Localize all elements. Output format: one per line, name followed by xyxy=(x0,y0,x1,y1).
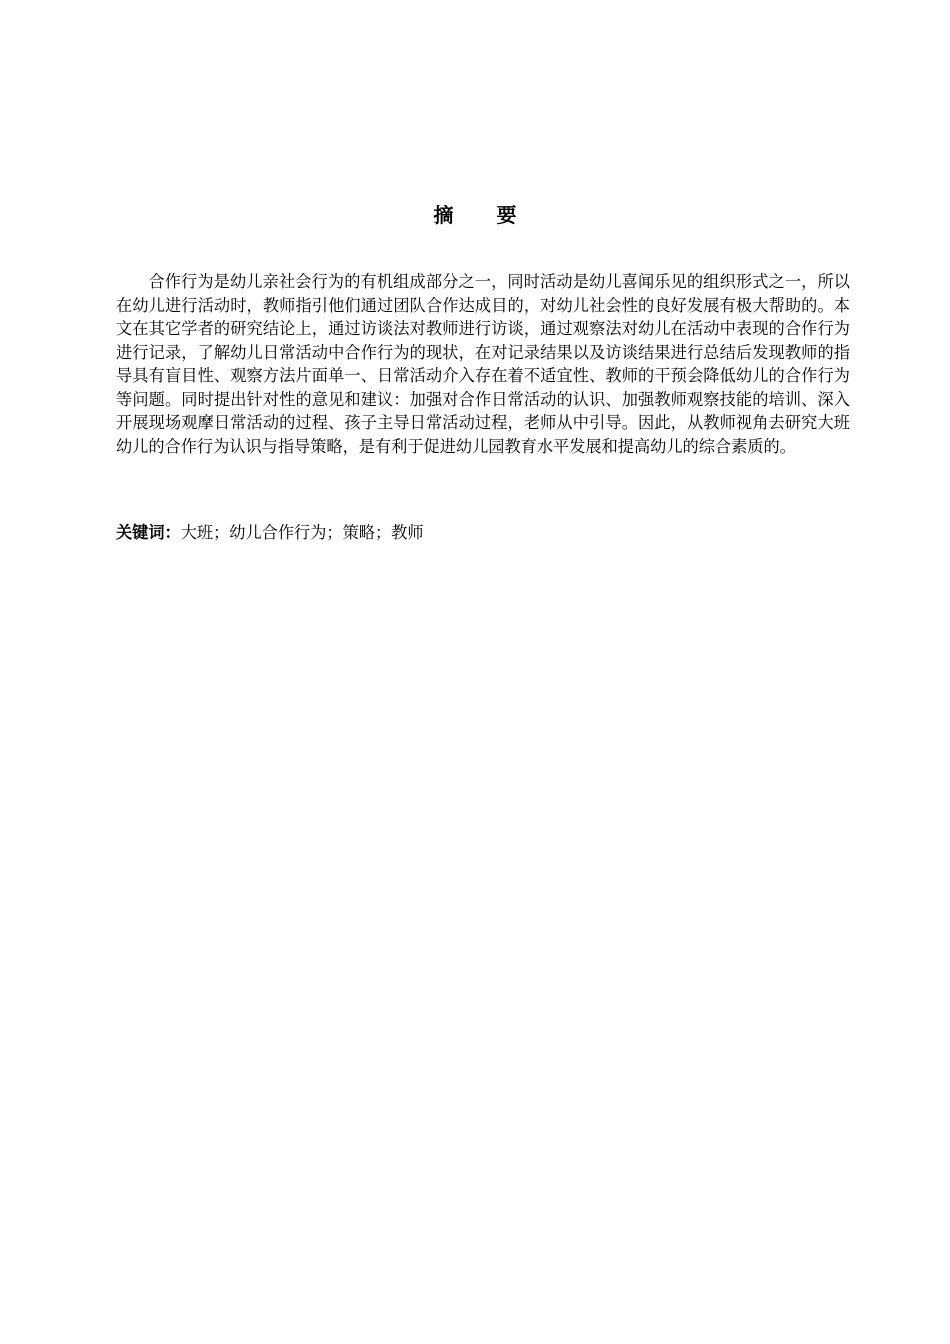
keywords-label: 关键词： xyxy=(116,523,181,542)
abstract-title: 摘 要 xyxy=(433,203,535,227)
abstract-paragraph: 合作行为是幼儿亲社会行为的有机组成部分之一，同时活动是幼儿喜闻乐见的组织形式之一，所以在幼儿进行活动时，教师指引他们通过团队合作达成目的，对幼儿社会性的良好发展有极大帮助的。本文在其它学者的研究结论上，通过访谈法对教师进行访谈，通过观察法对幼儿在活动中表现的合作行为进行记录，了解幼儿日常活动中合作行为的现状，在对记录结果以及访谈结果进行总结后发现教师的指导具有盲目性、观察方法片面单一、日常活动介入存在着不适宜性、教师的干预会降低幼儿的合作行为等问题。同时提出针对性的意见和建议：加强对合作日常活动的认识、加强教师观察技能的培训、深入开展现场观摩日常活动的过程、孩子主导日常活动过程，老师从中引导。因此，从教师视角去研究大班幼儿的合作行为认识与指导策略，是有利于促进幼儿园教育水平发展和提高幼儿的综合素质的。 xyxy=(116,272,850,456)
keywords-line xyxy=(116,521,850,545)
keywords-value: 大班；幼儿合作行为；策略；教师 xyxy=(180,523,424,542)
